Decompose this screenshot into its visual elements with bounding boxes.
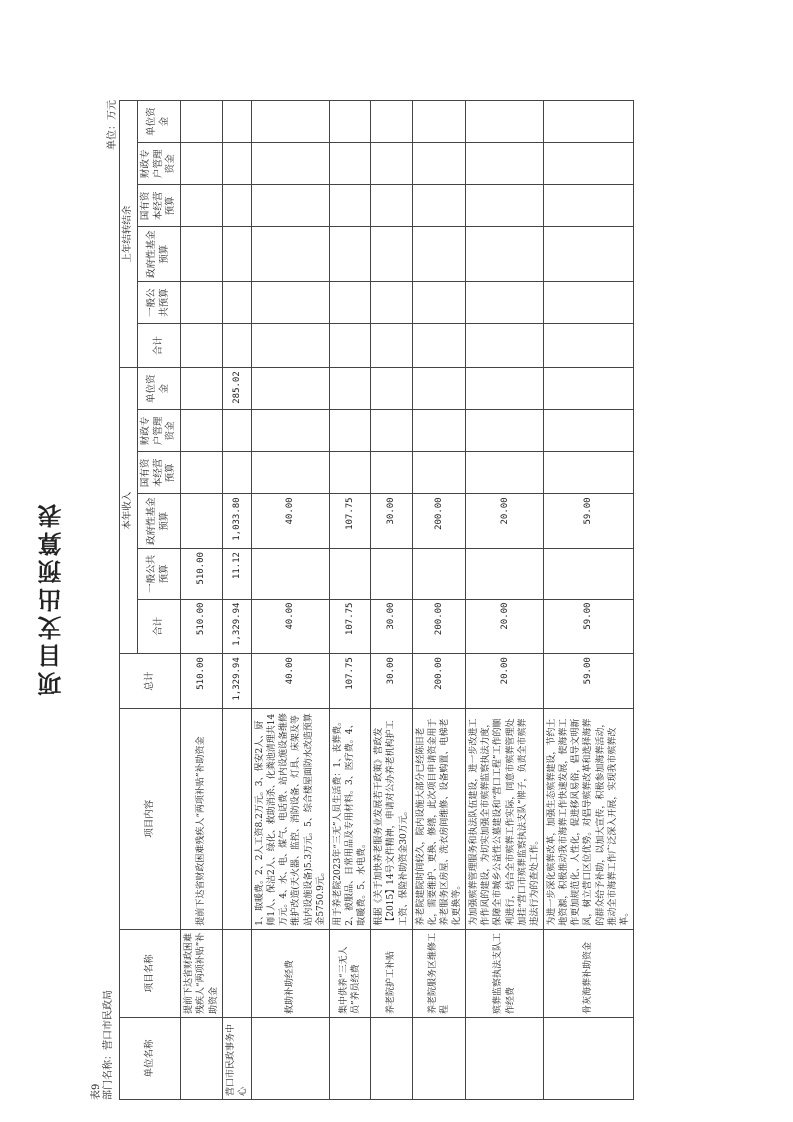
row-carryover-cell <box>329 227 370 282</box>
row-unit-name <box>544 1018 634 1100</box>
row-carryover-cell <box>371 185 412 227</box>
row-unit-name <box>251 1018 329 1100</box>
row-carryover-cell <box>371 143 412 185</box>
row-project-name: 骨灰海葬补助资金 <box>544 929 634 1017</box>
row-total: 200.00 <box>412 654 466 709</box>
header-income-unit: 单位资金 <box>137 368 180 410</box>
row-carryover-cell <box>329 185 370 227</box>
header-income-state: 国有资本经营预算 <box>137 452 180 494</box>
row-carryover-cell <box>466 227 544 282</box>
row-carryover-cell <box>222 143 251 185</box>
row-income-state <box>466 452 544 494</box>
row-income-special <box>181 410 222 452</box>
row-carryover-cell <box>412 101 466 143</box>
row-carryover-cell <box>412 227 466 282</box>
row-project-name: 养老院服务区维修工程 <box>412 929 466 1017</box>
row-total: 20.00 <box>466 654 544 709</box>
table-row <box>181 101 222 1100</box>
row-carryover-cell <box>222 101 251 143</box>
header-total: 总计 <box>120 654 181 709</box>
row-income-state <box>412 452 466 494</box>
row-income-general <box>251 549 329 599</box>
row-income-unit <box>181 368 222 410</box>
row-income-special <box>412 410 466 452</box>
row-project-name: 殡葬监察执法支队工作经费 <box>466 929 544 1017</box>
table-row <box>412 101 466 1100</box>
row-income-fund: 20.00 <box>466 494 544 549</box>
row-income-subtotal: 40.00 <box>251 599 329 654</box>
row-carryover-cell <box>371 324 412 368</box>
row-income-general: 11.12 <box>222 549 251 599</box>
row-unit-name <box>466 1018 544 1100</box>
row-income-fund: 1,033.80 <box>222 494 251 549</box>
header-carry-state: 国有资本经营预算 <box>137 185 180 227</box>
header-income-special: 财政专户管理资金 <box>137 410 180 452</box>
row-project-content: 为进一步深化殡葬改革，加强生态殡葬建设，节约土地资源，积极推动我市海葬工作快速发展，使海葬工作更加规范化、人性化，促进移风易俗，倡导文明新风，树立营口区位优势。对倡导殡葬改革和选择海葬的群众给予补助，以加大宣传，积极参加海葬活动，推动全市海葬工作广泛深入开展，实现我市殡葬改革。 <box>544 708 634 929</box>
row-project-name: 集中供养“三无人员”养员经费 <box>329 929 370 1017</box>
row-income-general <box>329 549 370 599</box>
row-income-general <box>371 549 412 599</box>
row-income-fund: 40.00 <box>251 494 329 549</box>
row-income-subtotal: 30.00 <box>371 599 412 654</box>
row-total: 40.00 <box>251 654 329 709</box>
row-carryover-cell <box>329 101 370 143</box>
row-income-fund <box>181 494 222 549</box>
unit-label: 单位：万元 <box>107 100 118 150</box>
row-income-unit <box>329 368 370 410</box>
row-project-name <box>222 929 251 1017</box>
row-carryover-cell <box>251 227 329 282</box>
row-carryover-cell <box>544 324 634 368</box>
row-income-fund: 59.00 <box>544 494 634 549</box>
table-row <box>371 101 412 1100</box>
budget-table <box>119 100 634 1100</box>
row-carryover-cell <box>466 185 544 227</box>
row-carryover-cell <box>251 101 329 143</box>
row-project-content: 提前下达省财政困难残疾人“两项补贴”补助资金 <box>181 708 222 929</box>
row-income-state <box>251 452 329 494</box>
row-carryover-cell <box>371 227 412 282</box>
row-income-state <box>371 452 412 494</box>
row-income-state <box>329 452 370 494</box>
row-project-content <box>222 708 251 929</box>
header-current-income: 本年收入 <box>120 368 138 654</box>
row-income-unit <box>544 368 634 410</box>
row-carryover-cell <box>251 282 329 324</box>
row-income-special <box>371 410 412 452</box>
row-project-content: 根据《关于加快养老服务业发展若干政策》营政发【2015】14号文件精神，申请对公办养老机构护工工资、保险补助资金30万元。 <box>371 708 412 929</box>
row-carryover-cell <box>466 101 544 143</box>
header-income-general: 一般公共预算 <box>137 549 180 599</box>
row-carryover-cell <box>544 282 634 324</box>
header-carry-unit: 单位资金 <box>137 101 180 143</box>
row-income-special <box>544 410 634 452</box>
row-project-content: 养老院建院时间较久，院内设施大部分已经陈旧老化，需要维护、更换、修缮，此次项目申请资金用于养老服务区房屋、洗衣房间维修、设备购置、电梯老化更换等。 <box>412 708 466 929</box>
row-project-name: 救助补助经费 <box>251 929 329 1017</box>
row-carryover-cell <box>544 101 634 143</box>
row-carryover-cell <box>371 282 412 324</box>
row-carryover-cell <box>466 282 544 324</box>
row-carryover-cell <box>181 324 222 368</box>
row-carryover-cell <box>181 282 222 324</box>
row-income-subtotal: 1,329.94 <box>222 599 251 654</box>
row-income-general: 510.00 <box>181 549 222 599</box>
table-row <box>544 101 634 1100</box>
row-income-general <box>544 549 634 599</box>
row-income-special <box>251 410 329 452</box>
row-unit-name <box>371 1018 412 1100</box>
row-carryover-cell <box>181 185 222 227</box>
row-carryover-cell <box>251 324 329 368</box>
row-carryover-cell <box>329 143 370 185</box>
row-project-content: 为加强殡葬管理服务和执法队伍建设，进一步改进工作作风的建设，为切实加强全市殡葬监察执法力度，保障全市城乡公益性公墓建设和“营口工程”工作的顺利进行，结合全市殡葬工作实际，同意市殡葬管理处加挂“营口市殡葬监察执法支队”牌子，负责全市殡葬违法行为的查处工作。 <box>466 708 544 929</box>
row-carryover-cell <box>181 143 222 185</box>
row-carryover-cell <box>466 324 544 368</box>
header-carryover: 上年结转结余 <box>120 101 138 368</box>
row-carryover-cell <box>412 282 466 324</box>
row-income-general <box>412 549 466 599</box>
row-income-unit <box>251 368 329 410</box>
table-number: 表9 <box>91 1083 102 1100</box>
row-carryover-cell <box>371 101 412 143</box>
row-income-general <box>466 549 544 599</box>
row-carryover-cell <box>329 324 370 368</box>
row-total: 30.00 <box>371 654 412 709</box>
header-project-name: 项目名称 <box>120 929 181 1017</box>
header-carry-subtotal: 合计 <box>137 324 180 368</box>
header-carry-fund: 政府性基金预算 <box>137 227 180 282</box>
header-income-subtotal: 合计 <box>137 599 180 654</box>
row-carryover-cell <box>251 143 329 185</box>
row-income-unit <box>371 368 412 410</box>
row-income-fund: 30.00 <box>371 494 412 549</box>
row-income-subtotal: 59.00 <box>544 599 634 654</box>
row-total: 510.00 <box>181 654 222 709</box>
row-carryover-cell <box>222 282 251 324</box>
row-income-special <box>222 410 251 452</box>
row-carryover-cell <box>544 143 634 185</box>
row-carryover-cell <box>412 185 466 227</box>
row-income-subtotal: 107.75 <box>329 599 370 654</box>
row-project-content: 用于养老院2023年“三无”人员生活费：1、丧葬费。2、被服品、日常用品及专用材料。3、医疗费。4、取暖费。5、水电费。 <box>329 708 370 929</box>
header-carry-special: 财政专户管理资金 <box>137 143 180 185</box>
row-income-fund: 107.75 <box>329 494 370 549</box>
row-project-name: 提前下达省财政困难残疾人“两项补贴”补助资金 <box>181 929 222 1017</box>
row-total: 59.00 <box>544 654 634 709</box>
department-label: 部门名称：营口市民政局 <box>103 990 114 1100</box>
header-unit-name: 单位名称 <box>120 1018 181 1100</box>
header-income-fund: 政府性基金预算 <box>137 494 180 549</box>
row-unit-name <box>412 1018 466 1100</box>
row-income-state <box>222 452 251 494</box>
header-project-content: 项目内容 <box>120 708 181 929</box>
header-carry-general: 一般公共预算 <box>137 282 180 324</box>
row-income-state <box>181 452 222 494</box>
row-total: 107.75 <box>329 654 370 709</box>
row-unit-name <box>329 1018 370 1100</box>
row-project-content: 1、取暖费。2、2人工资8.2万元。3、保安2人、厨师1人、保洁2人、绿化、救助消杀、化粪池清理共14万元。4、水、电、煤气、电话费、站内设施设备维修维护改造(天火器、监控、消防设备、灯具、床架及等站内设施设备)5.3万元。5、综合楼屋面防水改造预算金5750.9元。 <box>251 708 329 929</box>
table-row <box>251 101 329 1100</box>
row-carryover-cell <box>251 185 329 227</box>
row-carryover-cell <box>329 282 370 324</box>
page-title: 项目支出预算表 <box>37 500 66 696</box>
row-carryover-cell <box>544 227 634 282</box>
row-unit-name: 营口市民政事务中心 <box>222 1018 251 1100</box>
row-carryover-cell <box>412 143 466 185</box>
row-carryover-cell <box>181 101 222 143</box>
rotated-page <box>91 100 716 1100</box>
row-carryover-cell <box>181 227 222 282</box>
row-income-unit <box>466 368 544 410</box>
row-carryover-cell <box>222 185 251 227</box>
table-row <box>222 101 251 1100</box>
row-income-unit: 285.02 <box>222 368 251 410</box>
row-income-unit <box>412 368 466 410</box>
row-income-subtotal: 510.00 <box>181 599 222 654</box>
row-project-name: 养老院护工补贴 <box>371 929 412 1017</box>
row-income-special <box>329 410 370 452</box>
row-carryover-cell <box>544 185 634 227</box>
row-income-state <box>544 452 634 494</box>
row-carryover-cell <box>412 324 466 368</box>
row-income-special <box>466 410 544 452</box>
row-carryover-cell <box>222 227 251 282</box>
row-income-subtotal: 200.00 <box>412 599 466 654</box>
row-income-fund: 200.00 <box>412 494 466 549</box>
row-income-subtotal: 20.00 <box>466 599 544 654</box>
row-carryover-cell <box>222 324 251 368</box>
row-unit-name <box>181 1018 222 1100</box>
row-total: 1,329.94 <box>222 654 251 709</box>
table-row <box>329 101 370 1100</box>
table-row <box>466 101 544 1100</box>
row-carryover-cell <box>466 143 544 185</box>
